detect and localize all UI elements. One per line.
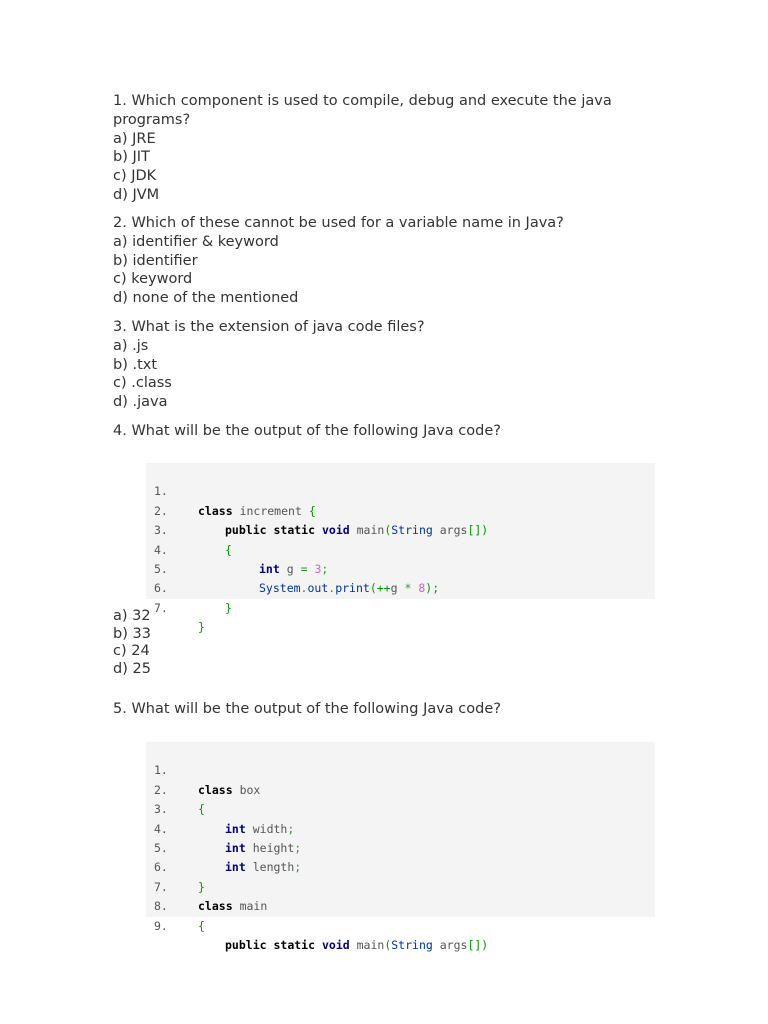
dot: .	[328, 581, 336, 596]
identifier: increment	[239, 503, 302, 518]
line-number: 5.	[154, 840, 168, 855]
paren: );	[425, 581, 440, 596]
question-3	[113, 318, 653, 412]
brace: }	[225, 600, 232, 615]
operator: =	[300, 561, 308, 576]
semicolon: ;	[294, 860, 302, 875]
option-c: c) keyword	[113, 271, 193, 288]
question-2	[113, 214, 653, 308]
keyword: static	[273, 523, 316, 538]
option-c: c) .class	[113, 375, 172, 392]
option-b: b) identifier	[113, 252, 198, 269]
brace: }	[198, 879, 205, 894]
keyword: class	[198, 782, 233, 797]
paren: (	[384, 523, 392, 538]
identifier: box	[239, 782, 261, 797]
keyword: public	[225, 937, 267, 952]
identifier: main	[239, 899, 268, 914]
semicolon: ;	[321, 561, 329, 576]
identifier: height	[252, 840, 295, 855]
brace: }	[198, 620, 205, 635]
question-text: 4. What will be the output of the following Java code?	[113, 423, 501, 439]
method-name: print	[335, 581, 370, 596]
line-number: 3.	[154, 802, 168, 817]
option-a: a) .js	[113, 337, 149, 354]
keyword: int	[225, 821, 246, 836]
brace: {	[198, 918, 205, 933]
line-number: 2.	[154, 503, 168, 518]
class-name: String	[391, 523, 433, 538]
question-5	[113, 700, 653, 719]
paren: [])	[467, 523, 489, 538]
code-block-q4	[146, 463, 655, 635]
paren: (	[384, 937, 392, 952]
identifier: g	[286, 561, 294, 576]
question-4	[113, 422, 653, 441]
keyword: void	[321, 523, 350, 538]
keyword: class	[198, 899, 233, 914]
class-name: System	[259, 581, 301, 596]
identifier: main	[356, 937, 385, 952]
identifier: g	[390, 581, 398, 596]
code-line	[146, 521, 655, 576]
identifier: length	[252, 860, 295, 875]
option-c: c) JDK	[113, 168, 157, 185]
keyword: int	[225, 860, 246, 875]
paren: [])	[467, 937, 489, 952]
line-number: 4.	[154, 821, 168, 836]
brace: {	[225, 542, 232, 557]
line-number: 8.	[154, 899, 168, 914]
code-line	[146, 541, 655, 596]
question-1	[113, 92, 653, 205]
identifier: out	[307, 581, 329, 596]
identifier: width	[252, 821, 288, 836]
line-number: 5.	[154, 561, 168, 576]
keyword: int	[225, 840, 246, 855]
identifier: args	[439, 937, 468, 952]
option-a: a) identifier & keyword	[113, 233, 279, 250]
option-a: a) 32	[113, 608, 151, 624]
keyword: public	[225, 523, 267, 538]
option-b: b) .txt	[113, 356, 158, 373]
code-line	[146, 781, 655, 836]
line-number: 2.	[154, 782, 168, 797]
number: 8	[418, 581, 426, 596]
question-4-options	[113, 608, 653, 678]
line-number: 4.	[154, 542, 168, 557]
paren: (++	[369, 581, 391, 596]
number: 3	[314, 561, 322, 576]
keyword: void	[321, 937, 350, 952]
identifier: main	[356, 523, 385, 538]
keyword: static	[273, 937, 316, 952]
brace: {	[308, 503, 316, 518]
option-d: d) .java	[113, 394, 168, 411]
option-d: d) none of the mentioned	[113, 290, 299, 307]
question-text: 2. Which of these cannot be used for a variable name in Java?	[113, 215, 564, 231]
code-line	[146, 858, 655, 914]
code-line	[146, 579, 655, 635]
line-number: 6.	[154, 860, 168, 875]
option-c: c) 24	[113, 643, 150, 660]
semicolon: ;	[294, 840, 302, 855]
line-number: 6.	[154, 581, 168, 596]
line-number: 7.	[154, 600, 168, 615]
operator: *	[404, 581, 412, 596]
question-text: 5. What will be the output of the following Java code?	[113, 701, 501, 717]
code-line	[146, 897, 655, 952]
option-d: d) 25	[113, 660, 151, 677]
option-a: a) JRE	[113, 130, 156, 147]
class-name: String	[391, 937, 433, 952]
code-line	[146, 742, 655, 797]
line-number: 7.	[154, 879, 168, 894]
line-number: 1.	[154, 763, 168, 778]
keyword: int	[259, 561, 280, 576]
option-b: b) JIT	[113, 149, 150, 166]
dot: .	[300, 581, 308, 596]
code-block-q5	[146, 742, 655, 952]
option-b: b) 33	[113, 625, 151, 642]
line-number: 3.	[154, 523, 168, 538]
option-d: d) JVM	[113, 186, 160, 203]
question-text: 3. What is the extension of java code files?	[113, 319, 425, 335]
line-number: 1.	[154, 484, 168, 499]
code-line	[146, 463, 655, 518]
question-text: 1. Which component is used to compile, debug and execute the java programs?	[113, 93, 612, 128]
line-number: 9.	[154, 918, 168, 933]
semicolon: ;	[287, 821, 295, 836]
keyword: class	[198, 503, 233, 518]
identifier: args	[439, 523, 468, 538]
brace: {	[198, 802, 205, 817]
